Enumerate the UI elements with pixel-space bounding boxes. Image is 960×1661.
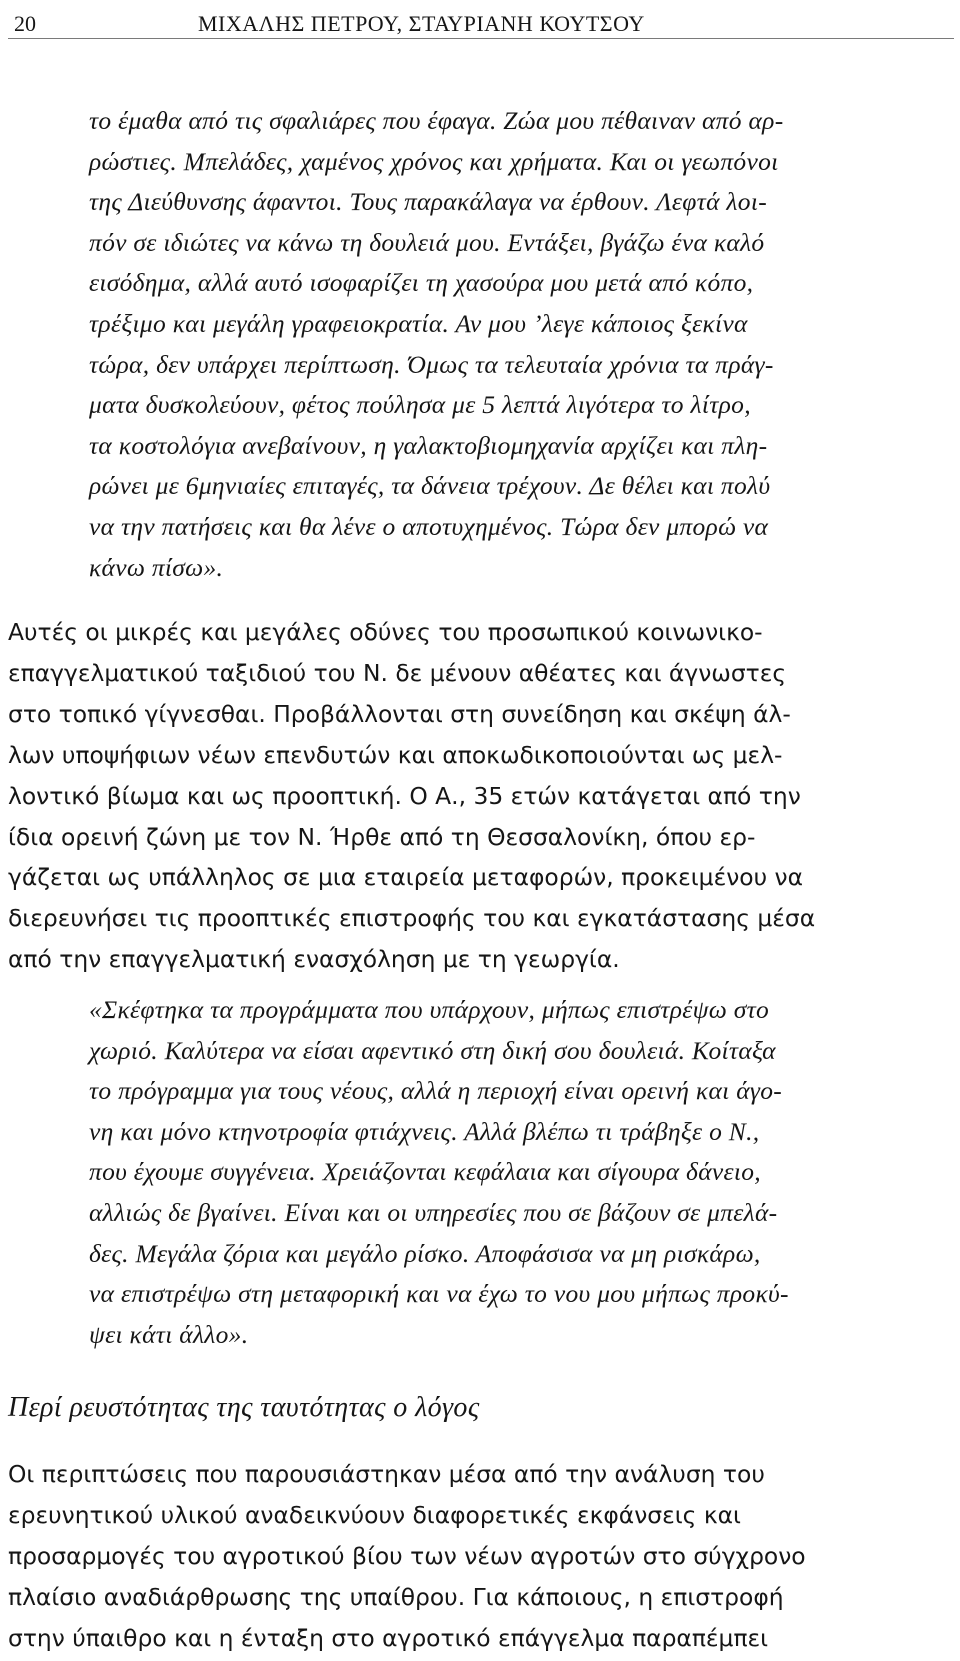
paragraph-line: επαγγελματικού ταξιδιού του Ν. δε μένουν αθέατες και άγνωστες (8, 658, 787, 687)
quote-line: τώρα, δεν υπάρχει περίπτωση. Όμως τα τελευταία χρόνια τα πράγ- (89, 349, 774, 379)
quote-line: το πρόγραμμα για τους νέους, αλλά η περιοχή είναι ορεινή και άγο- (89, 1076, 783, 1106)
paragraph-line: από την επαγγελματική ενασχόληση με τη γεωργία. (8, 945, 620, 974)
paragraph-line: στο τοπικό γίγνεσθαι. Προβάλλονται στη συνείδηση και σκέψη άλ- (8, 699, 791, 728)
quote-line: ρώνει με 6μηνιαίες επιταγές, τα δάνεια τρέχουν. Δε θέλει και πολύ (89, 471, 771, 501)
quote-line: δες. Μεγάλα ζόρια και μεγάλο ρίσκο. Αποφάσισα να μη ρισκάρω, (89, 1238, 761, 1268)
paragraph-line: λοντικό βίωμα και ως προοπτική. Ο Α., 35 ετών κατάγεται από την (8, 781, 801, 810)
paragraph-line: ερευνητικού υλικού αναδεικνύουν διαφορετικές εκφάνσεις και (8, 1500, 741, 1529)
interview-quote-1 (89, 101, 955, 588)
paragraph-line: Οι περιπτώσεις που παρουσιάστηκαν μέσα από την ανάλυση του (8, 1460, 765, 1488)
page-header (14, 10, 940, 40)
quote-line: τα κοστολόγια ανεβαίνουν, η γαλακτοβιομηχανία αρχίζει και πλη- (89, 430, 768, 460)
paragraph-line: πλαίσιο αναδιάρθρωσης της υπαίθρου. Για κάποιους, η επιστροφή (8, 1582, 784, 1611)
paragraph-line: Αυτές οι μικρές και μεγάλες οδύνες του προσωπικού κοινωνικο- (8, 618, 763, 646)
running-head: ΜΙΧΑΛΗΣ ΠΕΤΡΟΥ, ΣΤΑΥΡΙΑΝΗ ΚΟΥΤΣΟΥ (198, 11, 645, 36)
quote-line: της Διεύθυνσης άφαντοι. Τους παρακάλαγα να έρθουν. Λεφτά λοι- (89, 187, 767, 217)
quote-line: να την πατήσεις και θα λένε ο αποτυχημένος. Τώρα δεν μπορώ να (89, 511, 769, 541)
paragraph-line: διερευνήσει τις προοπτικές επιστροφής του και εγκατάστασης μέσα (8, 904, 816, 933)
interview-quote-2 (89, 990, 955, 1355)
quote-line: ματα δυσκολεύουν, φέτος πούλησα με 5 λεπτά λιγότερα το λίτρο, (89, 390, 751, 420)
quote-line: νη και μόνο κτηνοτροφία φτιάχνεις. Αλλά βλέπω τι τράβηξε ο Ν., (89, 1116, 760, 1146)
quote-line: το έμαθα από τις σφαλιάρες που έφαγα. Ζώα μου πέθαιναν από αρ- (89, 106, 784, 135)
quote-line: πόν σε ιδιώτες να κάνω τη δουλειά μου. Εντάξει, βγάζω ένα καλό (89, 227, 765, 257)
page-number: 20 (14, 11, 36, 36)
quote-line: να επιστρέψω στη μεταφορική και να έχω το νου μου μήπως προκύ- (89, 1279, 789, 1309)
paragraph-line: ίδια ορεινή ζώνη με τον Ν. Ήρθε από τη Θεσσαλονίκη, όπου ερ- (8, 822, 756, 851)
section-heading: Περί ρευστότητας της ταυτότητας ο λόγος (8, 1392, 480, 1423)
paragraph-line: στην ύπαιθρο και η ένταξη στο αγροτικό επάγγελμα παραπέμπει (8, 1623, 769, 1652)
quote-line: «Σκέφτηκα τα προγράμματα που υπάρχουν, μήπως επιστρέψω στο (89, 995, 770, 1024)
body-paragraph-2 (8, 1454, 954, 1659)
quote-line: ψει κάτι άλλο». (89, 1319, 249, 1349)
quote-line: κάνω πίσω». (89, 552, 224, 582)
quote-line: που έχουμε συγγένεια. Χρειάζονται κεφάλαια και σίγουρα δάνειο, (89, 1157, 761, 1187)
quote-line: εισόδημα, αλλά αυτό ισοφαρίζει τη χασούρα μου μετά από κόπο, (89, 268, 754, 298)
header-rule (8, 38, 954, 39)
paragraph-line: γάζεται ως υπάλληλος σε μια εταιρεία μεταφορών, προκειμένου να (8, 863, 804, 892)
quote-line: ρώστιες. Μπελάδες, χαμένος χρόνος και χρήματα. Και οι γεωπόνοι (89, 146, 779, 176)
paragraph-line: προσαρμογές του αγροτικού βίου των νέων αγροτών στο σύγχρονο (8, 1541, 806, 1570)
quote-line: χωριό. Καλύτερα να είσαι αφεντικό στη δική σου δουλειά. Κοίταξα (89, 1035, 776, 1065)
quote-line: τρέξιμο και μεγάλη γραφειοκρατία. Αν μου ’λεγε κάποιος ξεκίνα (89, 308, 748, 338)
quote-line: αλλιώς δε βγαίνει. Είναι και οι υπηρεσίες που σε βάζουν σε μπελά- (89, 1197, 778, 1227)
paragraph-line: λων υποψήφιων νέων επενδυτών και αποκωδικοποιούνται ως μελ- (8, 740, 783, 769)
body-paragraph-1 (8, 612, 954, 980)
